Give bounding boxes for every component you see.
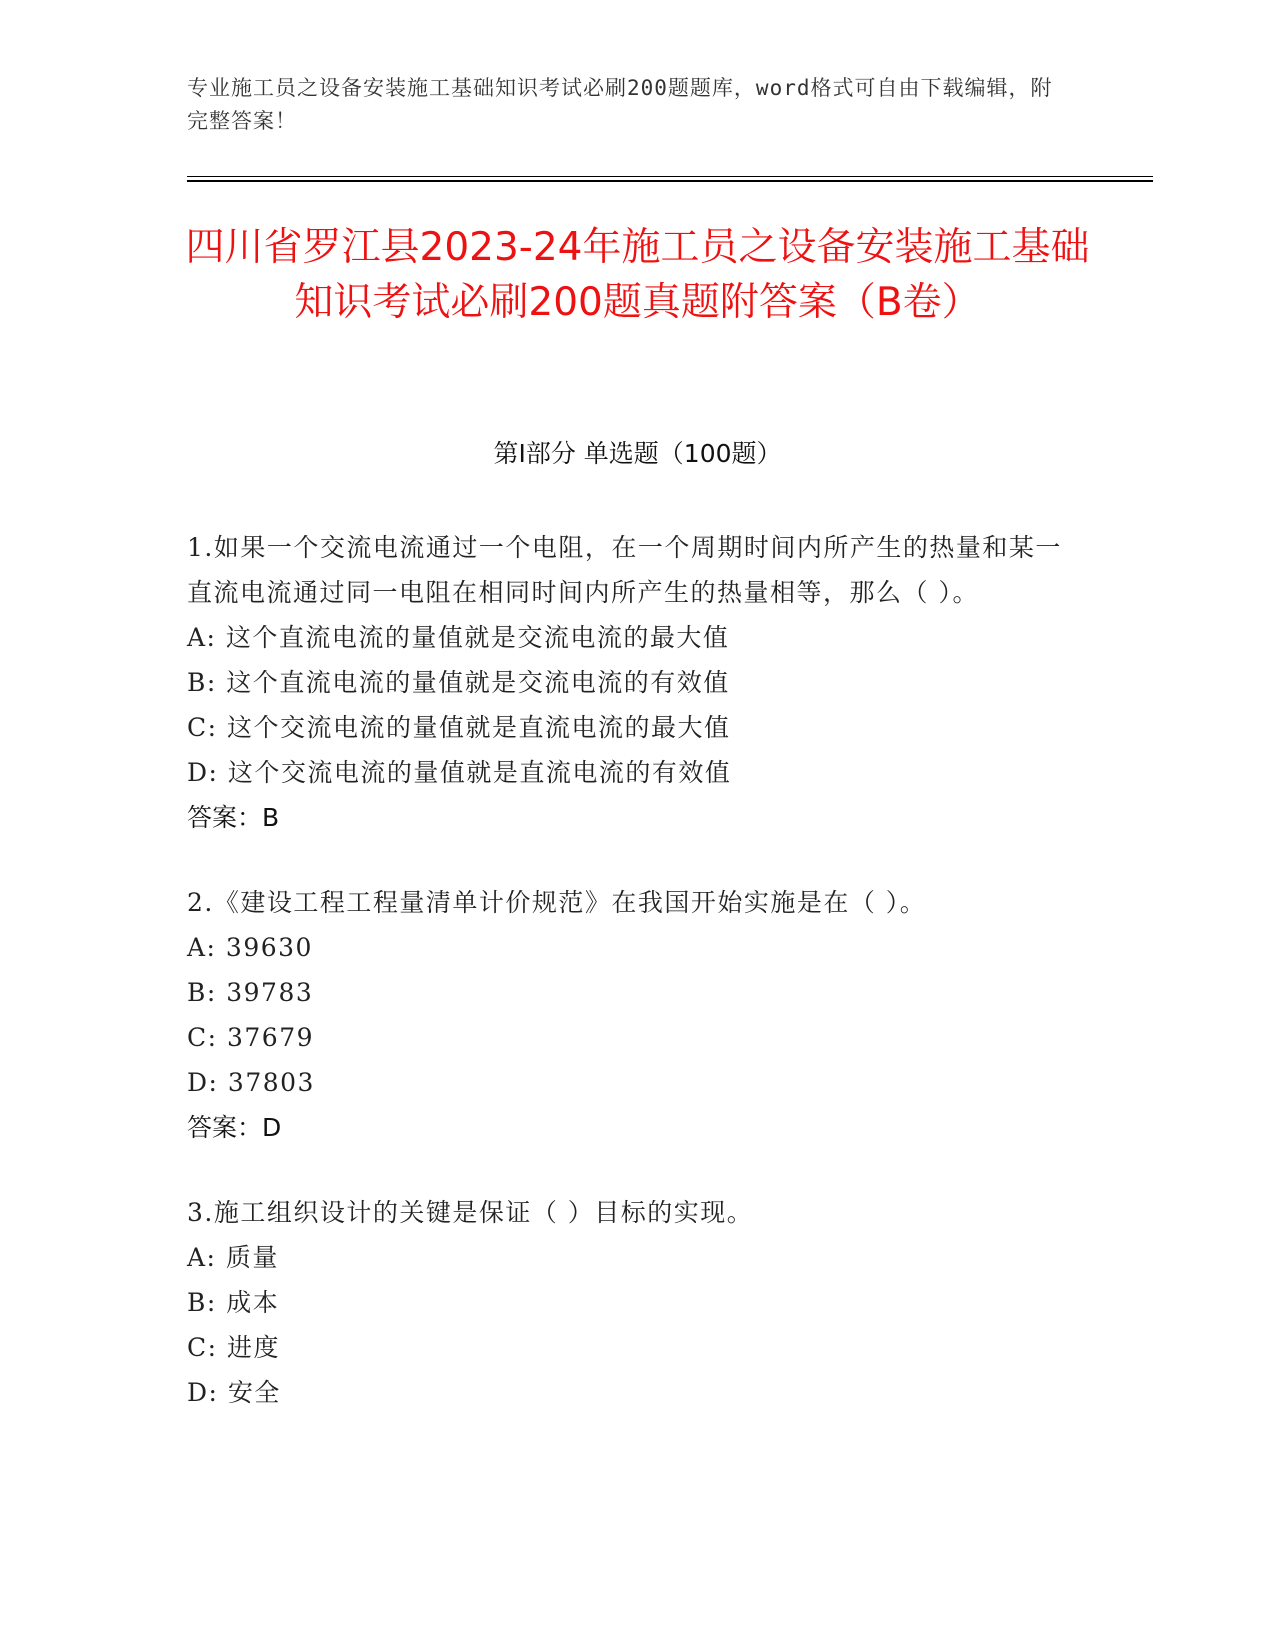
header-divider-thick	[187, 180, 1153, 182]
option-a: A: 这个直流电流的量值就是交流电流的最大值	[187, 623, 730, 652]
question-list	[187, 525, 1067, 1455]
answer-line: 答案：D	[187, 1113, 282, 1142]
option-a: A: 39630	[187, 933, 313, 962]
question-stem: 2.《建设工程工程量清单计价规范》在我国开始实施是在（ ）。	[187, 888, 927, 917]
question-1	[187, 525, 1067, 840]
question-3	[187, 1190, 1067, 1415]
question-stem: 3.施工组织设计的关键是保证（ ）目标的实现。	[187, 1198, 754, 1227]
header-note: 专业施工员之设备安装施工基础知识考试必刷200题题库，word格式可自由下载编辑，附完整答案！	[187, 76, 1053, 133]
option-b: B: 成本	[187, 1288, 280, 1317]
option-a: A: 质量	[187, 1243, 279, 1272]
option-d: D: 安全	[187, 1378, 281, 1407]
option-b: B: 这个直流电流的量值就是交流电流的有效值	[187, 668, 730, 697]
question-2	[187, 880, 1067, 1150]
header-divider-thin	[187, 176, 1153, 177]
option-c: C: 这个交流电流的量值就是直流电流的最大值	[187, 713, 731, 742]
option-b: B: 39783	[187, 978, 314, 1007]
section-heading: 第Ⅰ部分 单选题（100题）	[493, 439, 782, 468]
document-title: 四川省罗江县2023-24年施工员之设备安装施工基础知识考试必刷200题真题附答案（B卷）	[185, 225, 1090, 325]
question-stem: 1.如果一个交流电流通过一个电阻，在一个周期时间内所产生的热量和某一直流电流通过同一电阻在相同时间内所产生的热量相等，那么（ ）。	[187, 533, 1062, 607]
option-d: D: 37803	[187, 1068, 315, 1097]
option-d: D: 这个交流电流的量值就是直流电流的有效值	[187, 758, 732, 787]
answer-line: 答案：B	[187, 803, 280, 832]
option-c: C: 37679	[187, 1023, 315, 1052]
option-c: C: 进度	[187, 1333, 280, 1362]
